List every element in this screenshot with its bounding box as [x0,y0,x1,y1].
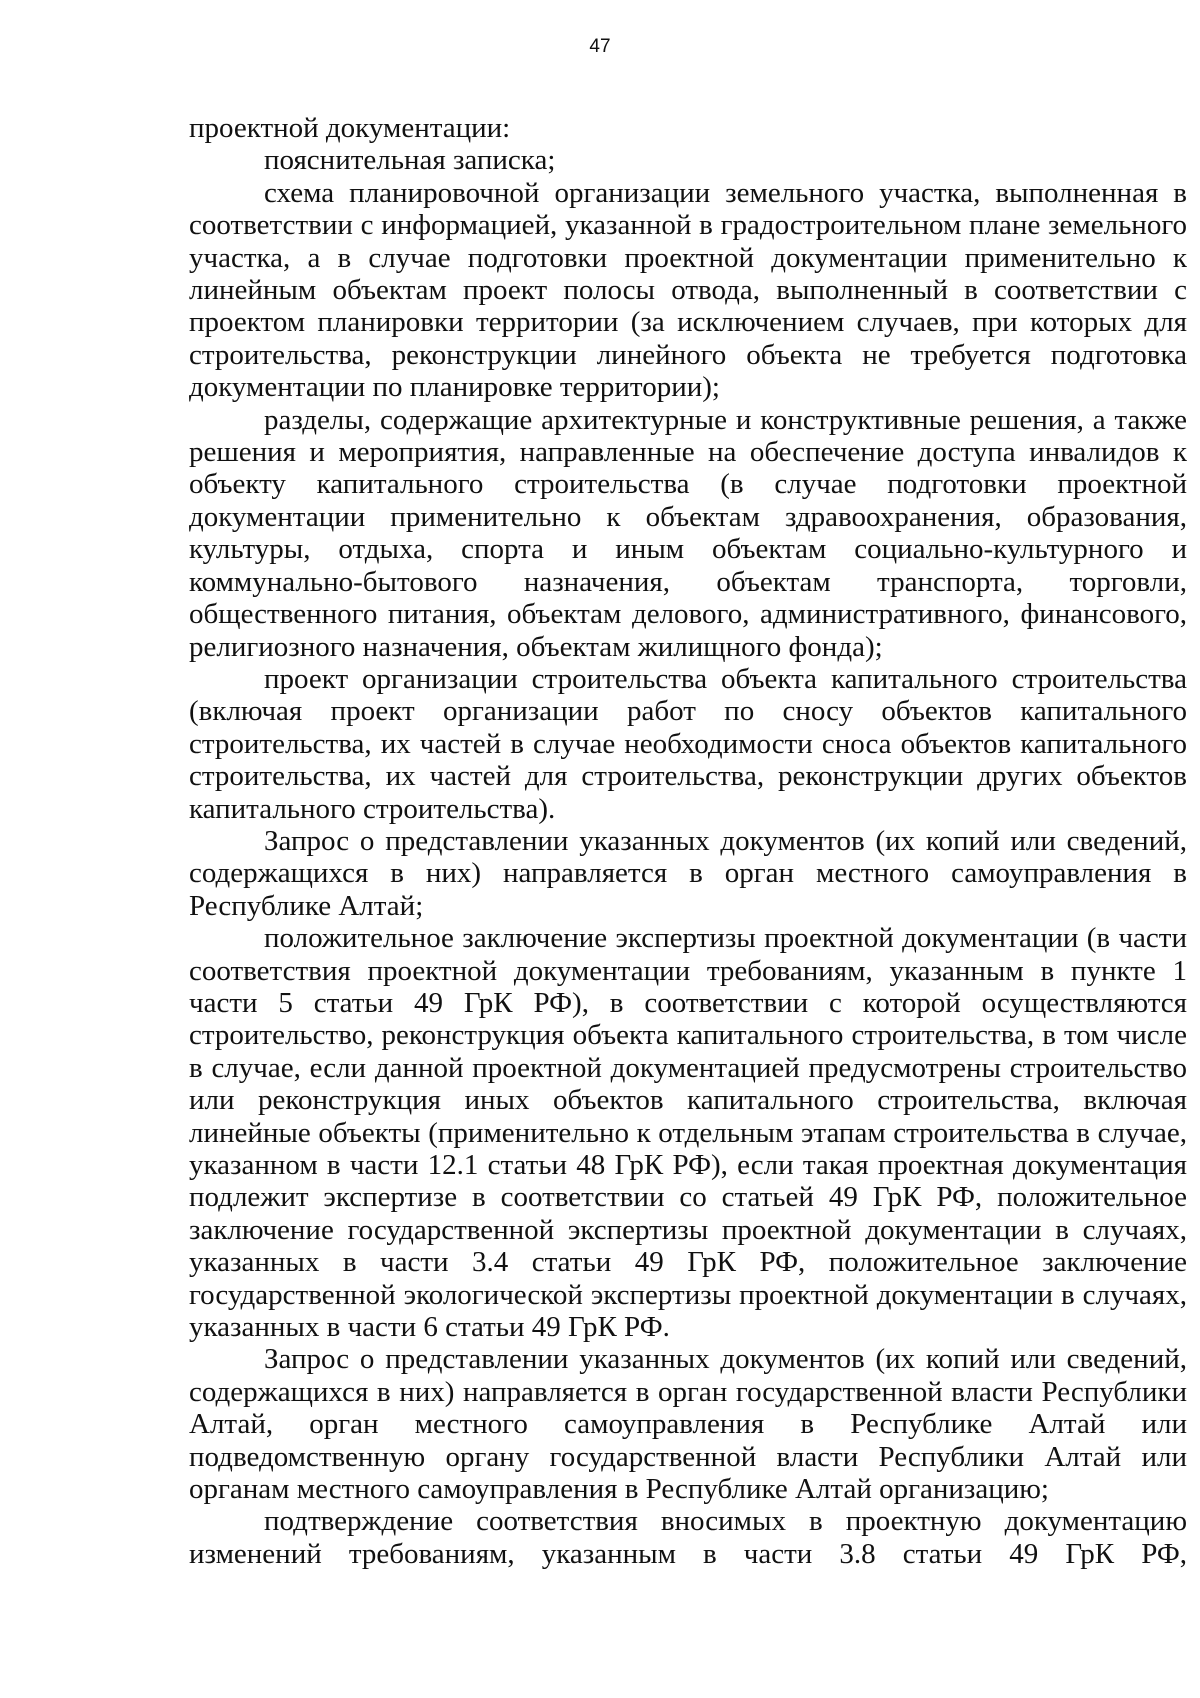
paragraph-3: схема планировочной организации земельного участка, выполненная в соответствии с информацией, указанной в градостроительном плане земельного участка, а в случае подготовки проектной документации применительно к линейным объектам проект полосы отвода, выполненный в соответствии с проектом планировки территории (за исключением случаев, при которых для строительства, реконструкции линейного объекта не требуется подготовка документации по планировке территории); [189,176,1187,404]
paragraph-2: пояснительная записка; [264,144,556,177]
paragraph-7: положительное заключение экспертизы проектной документации (в части соответствия проектной документации требованиям, указанным в пункте 1 части 5 статьи 49 ГрК РФ), в соответствии с которой осуществляются строительство, реконструкция объекта капитального строительства, в том числе в случае, если данной проектной документацией предусмотрены строительство или реконструкция иных объектов капитального строительства, включая линейные объекты (применительно к отдельным этапам строительства в случае, указанном в части 12.1 статьи 48 ГрК РФ), если такая проектная документация подлежит экспертизе в соответствии со статьей 49 ГрК РФ, положительное заключение государственной экспертизы проектной документации в случаях, указанных в части 3.4 статьи 49 ГрК РФ, положительное заключение государственной экологической экспертизы проектной документации в случаях, указанных в части 6 статьи 49 ГрК РФ. [189,922,1187,1344]
paragraph-4: разделы, содержащие архитектурные и конструктивные решения, а также решения и мероприятия, направленные на обеспечение доступа инвалидов к объекту капитального строительства (в случае подготовки проектной документации применительно к объектам здравоохранения, образования, культуры, отдыха, спорта и иным объектам социально-культурного и коммунально-бытового назначения, объектам транспорта, торговли, общественного питания, объектам делового, административного, финансового, религиозного назначения, объектам жилищного фонда); [189,403,1187,663]
page-number: 47 [589,36,611,57]
paragraph-6: Запрос о представлении указанных документов (их копий или сведений, содержащихся в них) направляется в орган местного самоуправления в Республике Алтай; [189,824,1187,922]
paragraph-1: проектной документации: [189,112,511,144]
paragraph-5: проект организации строительства объекта капитального строительства (включая проект организации работ по сносу объектов капитального строительства, их частей в случае необходимости сноса объектов капитального строительства, их частей для строительства, реконструкции других объектов капитального строительства). [189,662,1187,825]
paragraph-9: подтверждение соответствия вносимых в проектную документацию изменений требованиям, указанным в части 3.8 статьи 49 ГрК РФ, [189,1505,1187,1570]
document-body [189,112,1187,1570]
paragraph-8: Запрос о представлении указанных документов (их копий или сведений, содержащихся в них) направляется в орган государственной власти Республики Алтай, орган местного самоуправления в Республике Алтай или подведомственную органу государственной власти Республики Алтай или органам местного самоуправления в Республике Алтай организацию; [189,1343,1187,1506]
